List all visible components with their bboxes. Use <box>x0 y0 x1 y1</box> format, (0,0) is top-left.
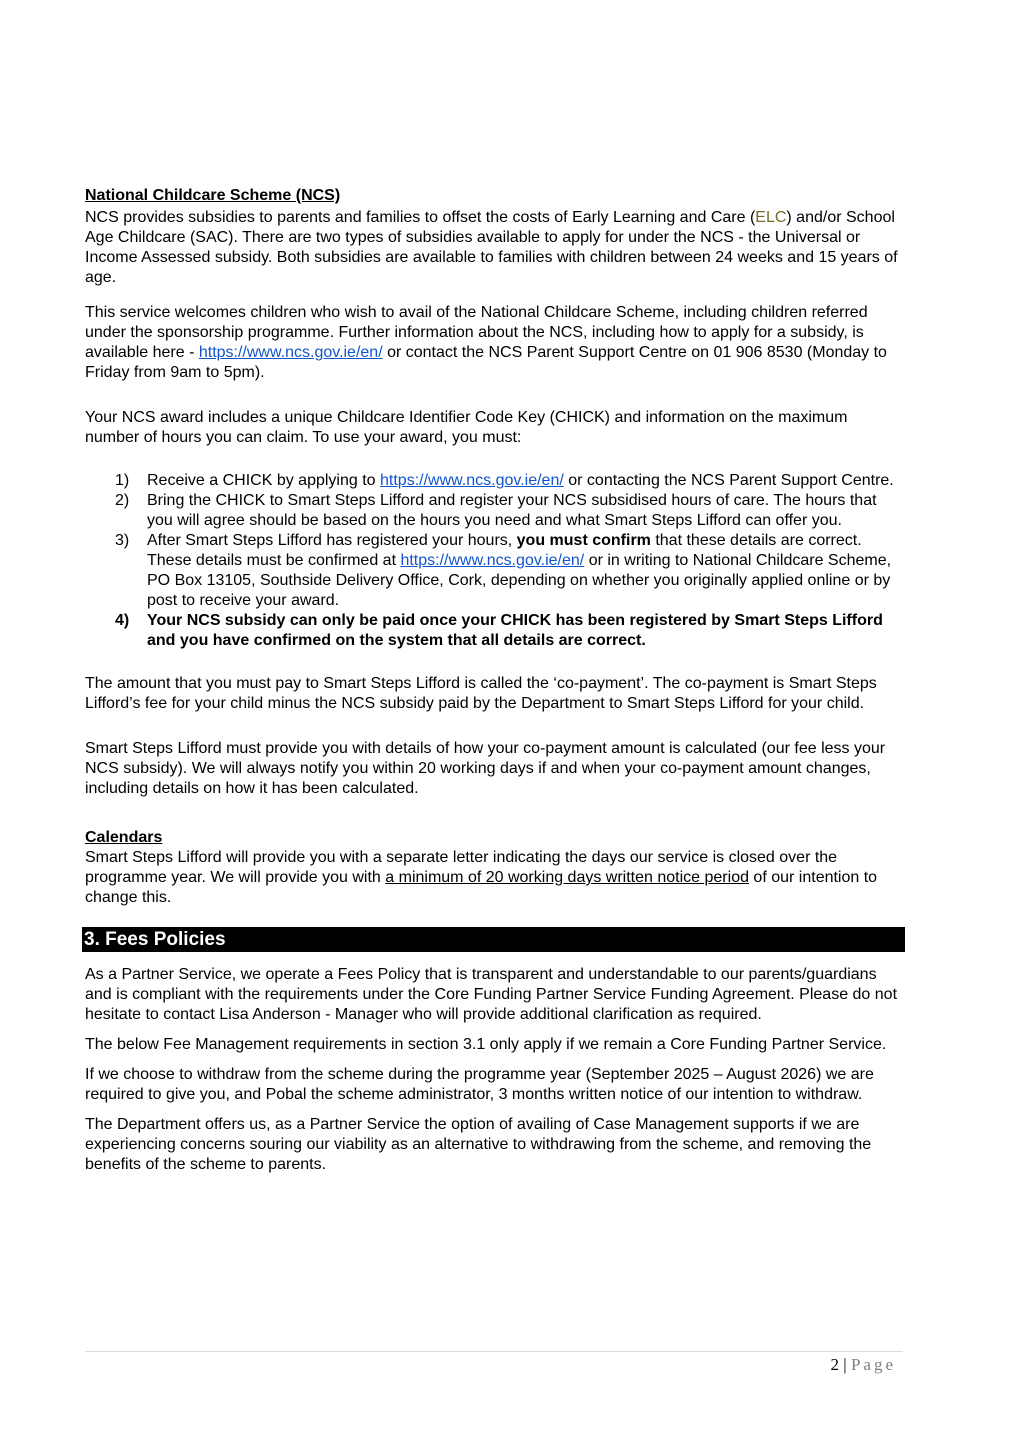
step-number: 4) <box>115 612 130 629</box>
calendars-heading: Calendars <box>85 829 163 846</box>
ncs-paragraph-4: The amount that you must pay to Smart Steps Lifford is called the ‘co-payment’. The co-payment is Smart Steps Lifford’s fee for your child minus the NCS subsidy paid by the Department to Smart Steps Lifford for your child. <box>85 675 877 712</box>
ncs-paragraph-2 <box>85 303 903 383</box>
footer-divider <box>85 1351 903 1352</box>
step-number: 3) <box>115 532 130 549</box>
step-3-text-a: After Smart Steps Lifford has registered your hours, <box>147 532 517 549</box>
ncs-p2-text-b: or contact the NCS Parent Support Centre on 01 906 8530 (Monday to Friday from 9am to 5pm). <box>85 344 887 381</box>
step-3-bold: you must confirm <box>516 532 651 549</box>
ncs-p1-text-a: NCS provides subsidies to parents and families to offset the costs of Early Learning and Care ( <box>85 209 756 226</box>
fees-paragraph-2: The below Fee Management requirements in section 3.1 only apply if we remain a Core Funding Partner Service. <box>85 1036 887 1053</box>
ncs-website-link[interactable]: https://www.ncs.gov.ie/en/ <box>198 344 383 361</box>
calendars-text-b: of our intention to change this. <box>85 869 878 906</box>
step-1-text-b: or contacting the NCS Parent Support Centre. <box>563 472 894 489</box>
page-footer <box>831 1355 896 1375</box>
step-2-text: Bring the CHICK to Smart Steps Lifford and register your NCS subsidised hours of care. The hours that you will agree should be based on the hours you need and what Smart Steps Lifford can offer you. <box>147 492 877 529</box>
fees-paragraph-3: If we choose to withdraw from the scheme during the programme year (September 2025 – August 2026) we are required to give you, and Pobal the scheme administrator, 3 months written notice of our intention to withdraw. <box>85 1066 874 1103</box>
step-3-text-b: that these details are correct. These details must be confirmed at <box>147 532 862 569</box>
list-item <box>85 491 903 531</box>
calendars-text-a: Smart Steps Lifford will provide you with a separate letter indicating the days our service is closed over the programme year. We will provide you with <box>85 849 838 886</box>
list-item <box>85 531 903 611</box>
ncs-paragraph-5: Smart Steps Lifford must provide you with details of how your co-payment amount is calculated (our fee less your NCS subsidy). We will always notify you within 20 working days if and when your co-payment amount changes, including details on how it has been calculated. <box>85 740 886 797</box>
calendars-notice-period: a minimum of 20 working days written notice period <box>385 869 749 886</box>
ncs-paragraph-3: Your NCS award includes a unique Childcare Identifier Code Key (CHICK) and information on the maximum number of hours you can claim. To use your award, you must: <box>85 409 848 446</box>
step-1-text-a: Receive a CHICK by applying to <box>147 472 380 489</box>
list-item <box>85 611 903 651</box>
calendars-paragraph <box>85 848 903 908</box>
ncs-paragraph-1 <box>85 208 903 288</box>
elc-term: ELC <box>755 209 787 226</box>
footer-separator: | <box>839 1355 851 1374</box>
list-item <box>85 471 903 491</box>
page-number: 2 <box>830 1355 840 1374</box>
fees-section-heading: 3. Fees Policies <box>82 927 905 952</box>
step-1-ncs-link[interactable]: https://www.ncs.gov.ie/en/ <box>380 472 564 489</box>
fees-paragraph-1: As a Partner Service, we operate a Fees Policy that is transparent and understandable to our parents/guardians and is compliant with the requirements under the Core Funding Partner Service Funding Agreement. Please do not hesitate to contact Lisa Anderson - Manager who will provide additional clarification as required. <box>85 966 898 1023</box>
step-4-text: Your NCS subsidy can only be paid once your CHICK has been registered by Smart Steps Lifford and you have confirmed on the system that all details are correct. <box>147 612 883 649</box>
step-3-ncs-link[interactable]: https://www.ncs.gov.ie/en/ <box>400 552 585 569</box>
ncs-heading: National Childcare Scheme (NCS) <box>85 187 341 204</box>
ncs-steps-list <box>85 471 903 651</box>
ncs-p1-text-b: ) and/or School Age Childcare (SAC). There are two types of subsidies available to apply for under the NCS - the Universal or Income Assessed subsidy. Both subsidies are available to families with children between 24 weeks and 15 years of age. <box>85 209 898 286</box>
fees-paragraph-4: The Department offers us, as a Partner Service the option of availing of Case Management supports if we are experiencing concerns souring our viability as an alternative to withdrawing from the scheme, and removing the benefits of the scheme to parents. <box>85 1116 872 1173</box>
ncs-p2-text-a: This service welcomes children who wish to avail of the National Childcare Scheme, including children referred under the sponsorship programme. Further information about the NCS, including how to apply for a subsidy, is available here - <box>85 304 868 361</box>
step-3-text-c: or in writing to National Childcare Scheme, PO Box 13105, Southside Delivery Office, Cork, depending on whether you originally applied online or by post to receive your award. <box>147 552 892 609</box>
step-number: 1) <box>115 472 130 489</box>
page-label: Page <box>850 1355 896 1374</box>
step-number: 2) <box>115 492 130 509</box>
document-body <box>85 186 903 1175</box>
